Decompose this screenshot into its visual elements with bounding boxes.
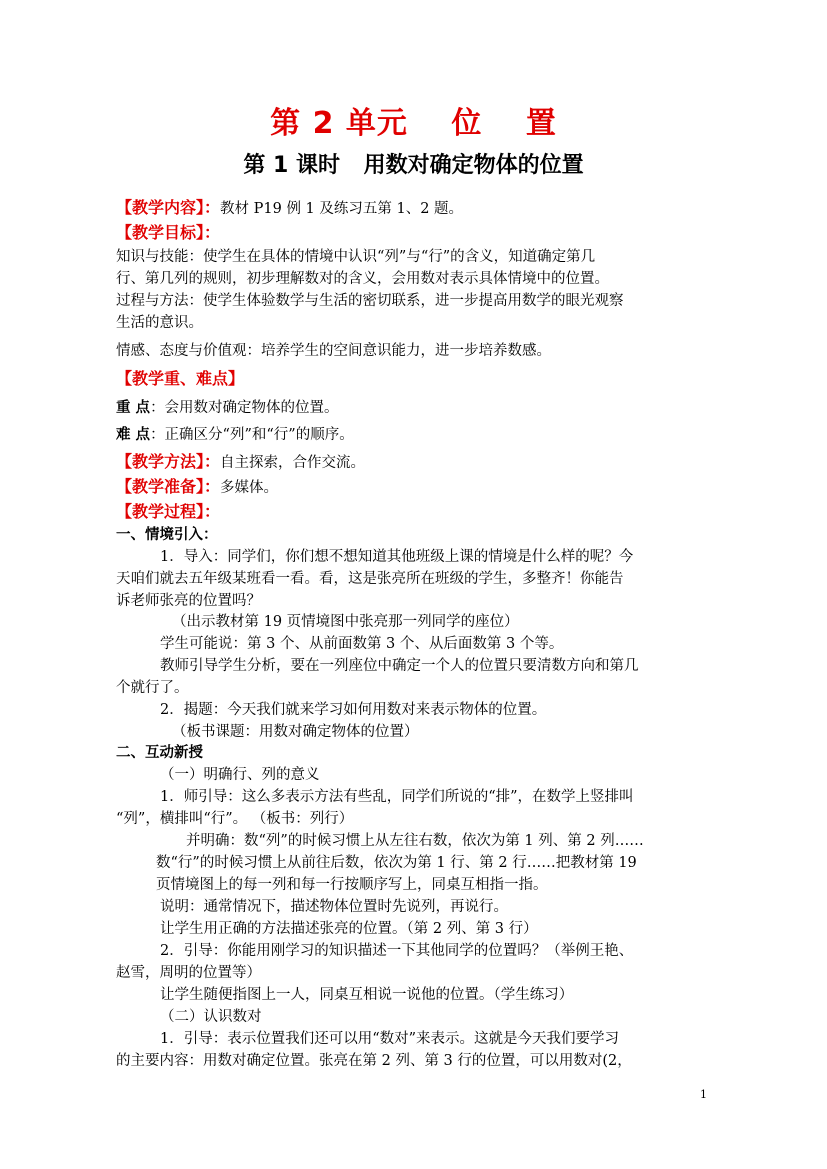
paragraph-line: （一）明确行、列的意义 [160,767,320,783]
process-heading-line [116,501,716,524]
paragraph-line: 1．导入：同学们，你们想不想知道其他班级上课的情境是什么样的呢？今 [160,549,634,565]
method-heading: 【教学方法】： [116,452,221,471]
paragraph-line: 天咱们就去五年级某班看一看。看，这是张亮所在班级的学生，多整齐！你能告 [116,571,624,587]
page-number: 1 [700,1088,707,1101]
process-heading: 【教学过程】： [116,502,221,521]
goals-heading: 【教学目标】： [116,223,221,242]
key-point-line [116,397,716,419]
paragraph-line: 页情境图上的每一列和每一行按顺序写上，同桌互相指一指。 [156,877,548,893]
unit-title [0,98,827,142]
goals-heading-line [116,222,716,245]
key-point-label: 重 点 [116,400,151,416]
content-heading: 【教学内容】： [116,198,221,217]
goal-process-line-1: 过程与方法：使学生体验数学与生活的密切联系，进一步提高用数学的眼光观察 [116,293,624,309]
goal-process-line-2: 生活的意识。 [116,315,203,331]
paragraph-line: 1．引导：表示位置我们还可以用“数对”来表示。这就是今天我们要学习 [160,1031,620,1047]
paragraph-line: 学生可能说：第 3 个、从前面数第 3 个、从后面数第 3 个等。 [160,636,564,652]
paragraph-line: 个就行了。 [116,680,189,696]
goal-knowledge-line-2: 行、第几列的规则，初步理解数对的含义，会用数对表示具体情境中的位置。 [116,271,609,287]
paragraph-line: 1．师引导：这么多表示方法有些乱，同学们所说的“排”，在数学上竖排叫 [160,789,634,805]
difficulty-text: ：正确区分“列”和“行”的顺序。 [150,427,354,443]
difficulty-label: 难 点 [116,427,151,443]
paragraph-line: “列”，横排叫“行”。 （板书：列行） [116,811,354,827]
paragraph-line: 让学生用正确的方法描述张亮的位置。（第 2 列、第 3 行） [160,921,538,937]
prep-text: 多媒体。 [220,480,279,496]
key-point-text: ：会用数对确定物体的位置。 [150,400,339,416]
keys-heading: 【教学重、难点】 [116,369,245,388]
paragraph-line: 数“行”的时候习惯上从前往后数，依次为第 1 行、第 2 行……把教材第 19 [156,855,637,871]
prep-line [116,476,716,499]
lesson-number: 第 1 课时 [243,153,340,178]
content-text: 教材 P19 例 1 及练习五第 1、2 题。 [220,201,464,217]
paragraph-line: （板书课题：用数对确定物体的位置） [172,724,419,740]
paragraph-line: 说明：通常情况下，描述物体位置时先说列，再说行。 [160,899,508,915]
difficulty-line [116,424,716,446]
lesson-title [0,148,827,179]
section-2-heading: 二、互动新授 [116,745,203,761]
method-line [116,451,716,474]
paragraph-line: 赵雪，周明的位置等） [116,965,261,981]
keys-heading-line [116,368,716,391]
lesson-topic: 用数对确定物体的位置 [363,153,584,178]
paragraph-line: 教师引导学生分析，要在一列座位中确定一个人的位置只要清数方向和第几 [160,658,639,674]
paragraph-line: 并明确：数“列”的时候习惯上从左往右数，依次为第 1 列、第 2 列…… [186,833,644,849]
goal-knowledge-line-1: 知识与技能：使学生在具体的情境中认识“列”与“行”的含义，知道确定第几 [116,249,596,265]
paragraph-line: 2．引导：你能用刚学习的知识描述一下其他同学的位置吗？（举例王艳、 [160,943,634,959]
paragraph-line: 2．揭题：今天我们就来学习如何用数对来表示物体的位置。 [160,702,547,718]
paragraph-line: 诉老师张亮的位置吗？ [116,593,261,609]
paragraph-line: 的主要内容：用数对确定位置。张亮在第 2 列、第 3 行的位置，可以用数对(2， [116,1053,632,1069]
unit-title-word-2: 置 [525,106,557,141]
content-line [116,197,716,220]
unit-title-number: 第 2 单元 [270,106,408,141]
prep-heading: 【教学准备】： [116,477,221,496]
paragraph-line: （出示教材第 19 页情境图中张亮那一列同学的座位） [172,614,519,630]
method-text: 自主探索，合作交流。 [220,455,366,471]
paragraph-line: （二）认识数对 [160,1009,262,1025]
section-1-heading: 一、情境引入： [116,527,218,543]
paragraph-line: 让学生随便指图上一人，同桌互相说一说他的位置。（学生练习） [160,987,574,1003]
unit-title-word-1: 位 [451,106,483,141]
goal-attitude-line: 情感、态度与价值观：培养学生的空间意识能力，进一步培养数感。 [116,343,551,359]
